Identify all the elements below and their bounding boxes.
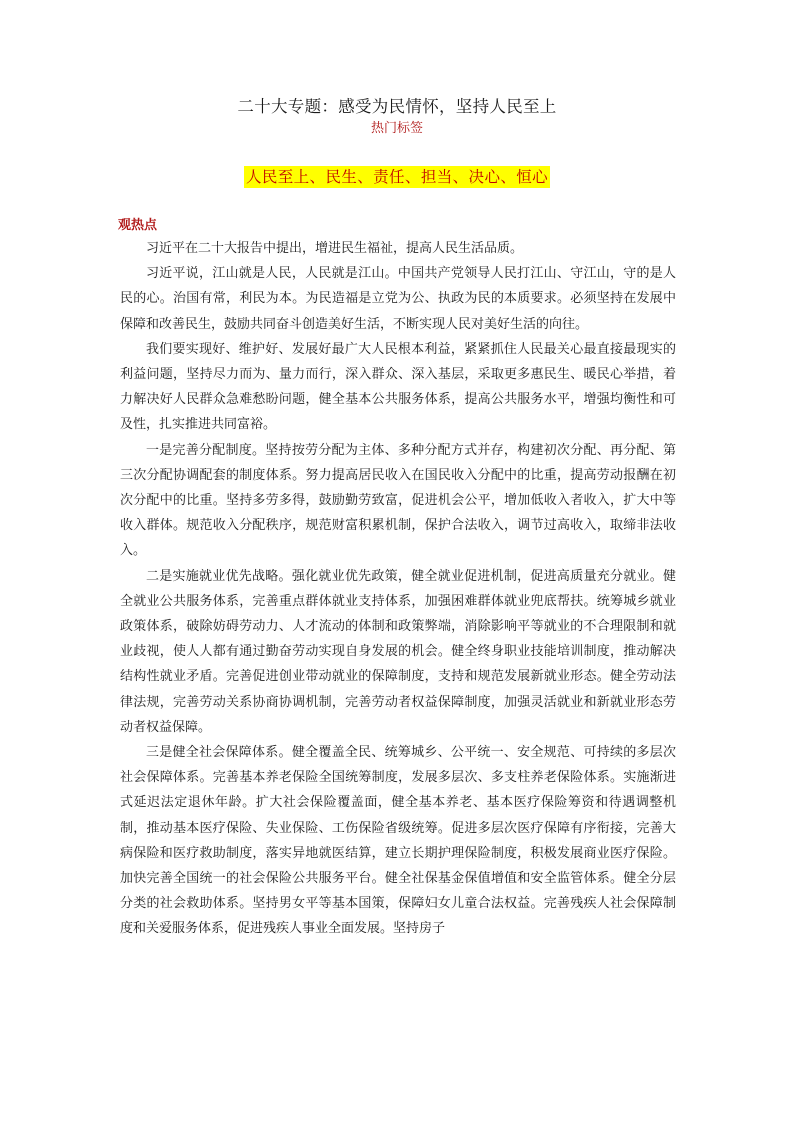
- paragraph: 习近平说，江山就是人民，人民就是江山。中国共产党领导人民打江山、守江山，守的是人民的心。治国有常，利民为本。为民造福是立党为公、执政为民的本质要求。必须坚持在发展中保障和改善民生，鼓励共同奋斗创造美好生活，不断实现人民对美好生活的向往。: [120, 266, 676, 332]
- paragraph: 习近平在二十大报告中提出，增进民生福祉，提高人民生活品质。: [146, 241, 524, 256]
- section-label: 观热点: [118, 218, 158, 233]
- highlighted-tags: 人民至上、民生、责任、担当、决心、恒心: [245, 168, 549, 186]
- paragraph: 二是实施就业优先战略。强化就业优先政策，健全就业促进机制，促进高质量充分就业。健全就业公共服务体系，完善重点群体就业支持体系，加强困难群体就业兜底帮扶。统筹城乡就业政策体系，破除妨碍劳动力、人才流动的体制和政策弊端，消除影响平等就业的不合理限制和就业歧视，使人人都有通过勤奋劳动实现自身发展的机会。健全终身职业技能培训制度，推动解决结构性就业矛盾。完善促进创业带动就业的保障制度，支持和规范发展新就业形态。健全劳动法律法规，完善劳动关系协商协调机制，完善劳动者权益保障制度，加强灵活就业和新就业形态劳动者权益保障。: [120, 568, 676, 735]
- article-body: [120, 236, 676, 942]
- paragraph: 一是完善分配制度。坚持按劳分配为主体、多种分配方式并存，构建初次分配、再分配、第三次分配协调配套的制度体系。努力提高居民收入在国民收入分配中的比重，提高劳动报酬在初次分配中的比重。坚持多劳多得，鼓励勤劳致富，促进机会公平，增加低收入者收入，扩大中等收入群体。规范收入分配秩序，规范财富积累机制，保护合法收入，调节过高收入，取缔非法收入。: [120, 442, 676, 559]
- paragraph: 三是健全社会保障体系。健全覆盖全民、统筹城乡、公平统一、安全规范、可持续的多层次社会保障体系。完善基本养老保险全国统筹制度，发展多层次、多支柱养老保险体系。实施渐进式延迟法定退休年龄。扩大社会保险覆盖面，健全基本养老、基本医疗保险筹资和待遇调整机制，推动基本医疗保险、失业保险、工伤保险省级统筹。促进多层次医疗保障有序衔接，完善大病保险和医疗救助制度，落实异地就医结算，建立长期护理保险制度，积极发展商业医疗保险。加快完善全国统一的社会保险公共服务平台。健全社保基金保值增值和安全监管体系。健全分层分类的社会救助体系。坚持男女平等基本国策，保障妇女儿童合法权益。完善残疾人社会保障制度和关爱服务体系，促进残疾人事业全面发展。坚持房子: [120, 745, 676, 937]
- page-title: 二十大专题：感受为民情怀，坚持人民至上: [237, 97, 557, 116]
- paragraph: 我们要实现好、维护好、发展好最广大人民根本利益，紧紧抓住人民最关心最直接最现实的利益问题，坚持尽力而为、量力而行，深入群众、深入基层，采取更多惠民生、暖民心举措，着力解决好人民群众急难愁盼问题，健全基本公共服务体系，提高公共服务水平，增强均衡性和可及性，扎实推进共同富裕。: [120, 341, 676, 433]
- tags-line: [0, 166, 794, 188]
- hot-tags-label: 热门标签: [370, 121, 423, 136]
